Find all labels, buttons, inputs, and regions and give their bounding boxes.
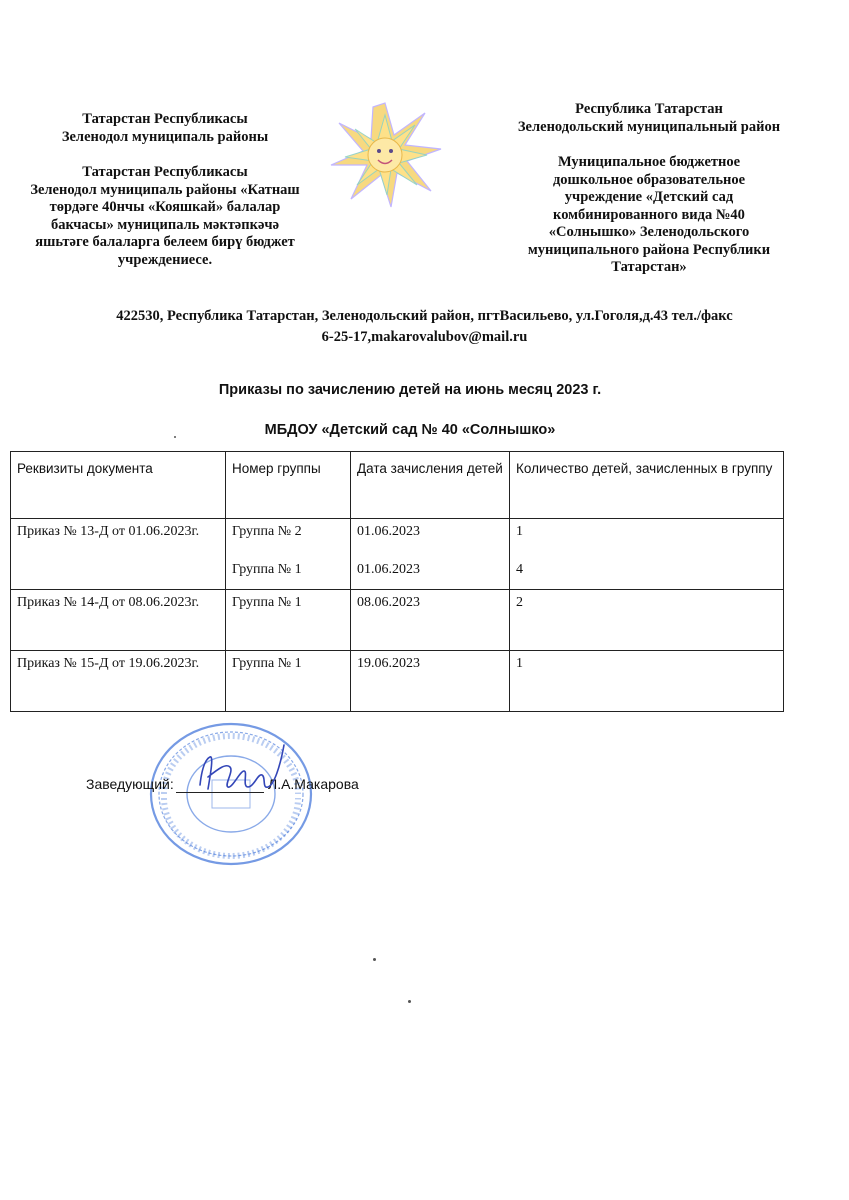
table-header-row	[11, 452, 784, 519]
handwritten-signature-icon	[180, 737, 300, 807]
scan-speck	[373, 958, 376, 961]
table-row	[11, 590, 784, 651]
count-cell: 1	[516, 524, 523, 539]
row-groups	[226, 519, 351, 590]
date-cell: 01.06.2023	[357, 524, 420, 539]
date-cell: 08.06.2023	[351, 590, 510, 651]
count-cell: 2	[510, 590, 784, 651]
header-date: Дата зачисления детей	[351, 452, 510, 519]
header-right-line7: «Солнышко» Зеленодольского	[548, 224, 750, 240]
date-cell: 19.06.2023	[351, 651, 510, 712]
header-right-line4: дошкольное образовательное	[552, 171, 746, 188]
header-left-line5: төрдәге 40нчы «Кояшкай» балалар	[49, 199, 281, 215]
row-dates	[351, 519, 510, 590]
header-right-line5: учреждение «Детский сад	[564, 189, 734, 205]
row-doc: Приказ № 13-Д от 01.06.2023г.	[11, 519, 226, 590]
header-left-line6: бакчасы» муниципаль мәктәпкәчә	[50, 216, 280, 233]
count-cell: 4	[516, 562, 523, 577]
table-row	[11, 651, 784, 712]
table-row	[11, 519, 784, 590]
date-cell: 01.06.2023	[357, 562, 420, 577]
school-title: МБДОУ «Детский сад № 40 «Солнышко»	[264, 422, 556, 438]
enrollment-table	[10, 451, 784, 712]
header-count: Количество детей, зачисленных в группу	[510, 452, 784, 519]
header-left	[0, 111, 330, 269]
header-left-line1: Татарстан Республикасы	[82, 111, 248, 127]
row-doc: Приказ № 14-Д от 08.06.2023г.	[11, 590, 226, 651]
header-right-line3: Муниципальное бюджетное	[557, 154, 741, 170]
header-right-line6: комбинированного вида №40	[553, 206, 745, 223]
header-right-line9: Татарстан»	[611, 259, 687, 275]
group-cell: Группа № 1	[232, 562, 302, 577]
sun-logo-icon	[326, 100, 444, 210]
head-name: Л.А.Макарова	[268, 776, 359, 792]
scan-speck	[408, 1000, 411, 1003]
group-cell: Группа № 1	[226, 651, 351, 712]
orders-title: Приказы по зачислению детей на июнь месяц 2023 г.	[218, 382, 602, 398]
header-right-line2: Зеленодольский муниципальный район	[517, 118, 781, 135]
scan-speck	[174, 436, 176, 438]
head-label: Заведующий:	[86, 776, 174, 792]
address-block	[0, 306, 849, 348]
address-line2: 6-25-17,makarovalubov@mail.ru	[321, 329, 528, 345]
header-left-line8: учреждениесе.	[117, 251, 213, 268]
group-cell: Группа № 2	[232, 524, 302, 539]
header-group: Номер группы	[226, 452, 351, 519]
header-left-line3: Татарстан Республикасы	[82, 164, 248, 180]
row-doc: Приказ № 15-Д от 19.06.2023г.	[11, 651, 226, 712]
header-right	[494, 101, 804, 277]
header-left-line2: Зеленодол муниципаль районы	[61, 128, 269, 145]
address-line1: 422530, Республика Татарстан, Зеленодольский район, пгтВасильево, ул.Гоголя,д.43 тел./факс	[116, 308, 733, 324]
count-cell: 1	[510, 651, 784, 712]
header-doc: Реквизиты документа	[11, 452, 226, 519]
group-cell: Группа № 1	[226, 590, 351, 651]
header-right-line8: муниципального района Республики	[527, 241, 771, 258]
header-left-line7: яшьтәге балаларга белеем бирү бюджет	[35, 234, 295, 250]
row-counts	[510, 519, 784, 590]
header-right-line1: Республика Татарстан	[575, 101, 723, 117]
header-left-line4: Зеленодол муниципаль районы «Катнаш	[30, 181, 300, 198]
